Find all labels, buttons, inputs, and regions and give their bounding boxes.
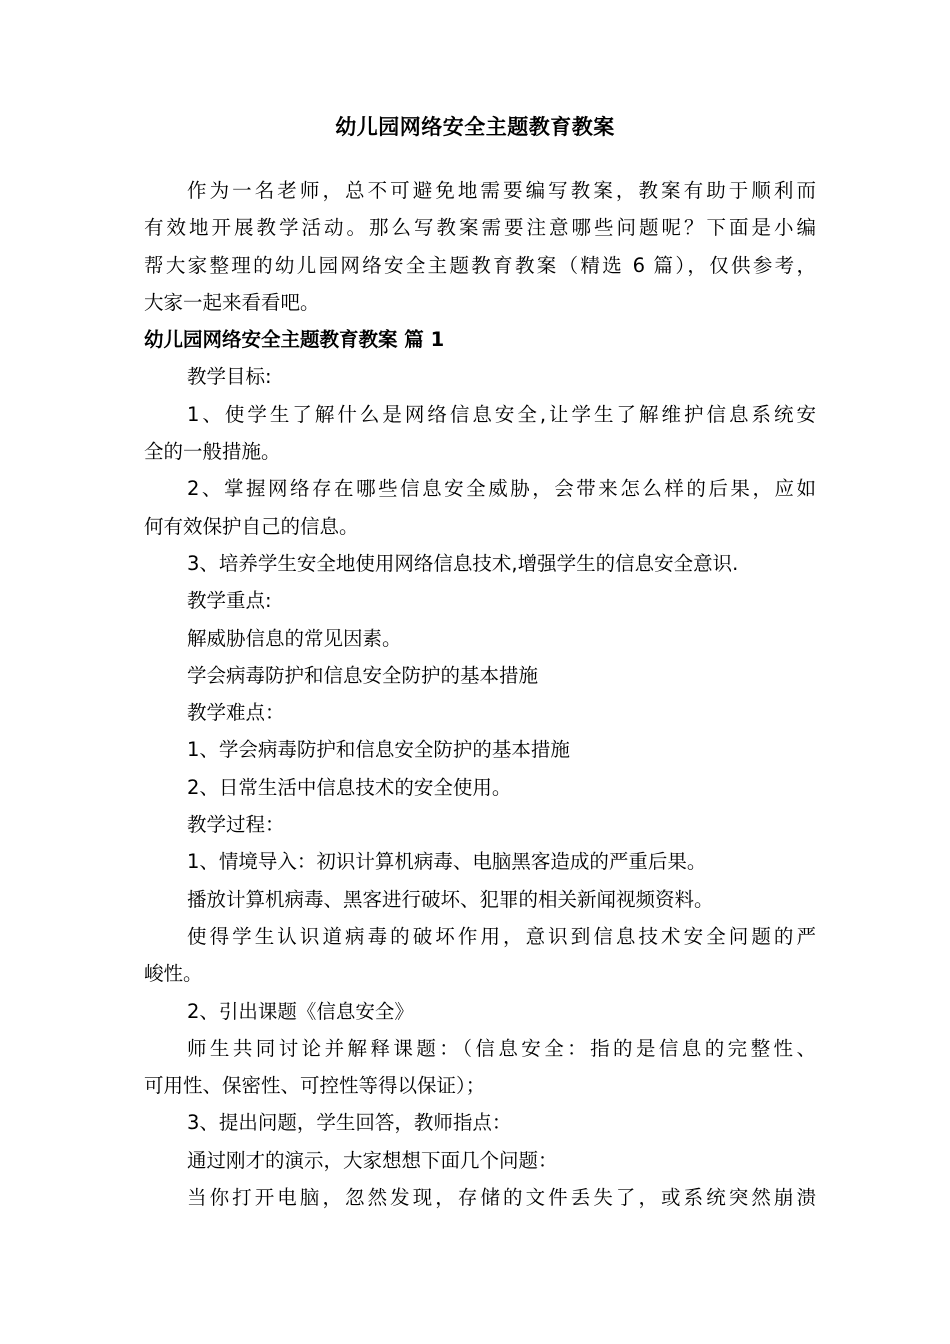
body-text-line: 全的一般措施。 xyxy=(144,440,281,464)
body-text-line: 师生共同讨论并解释课题：（信息安全：指的是信息的完整性、 xyxy=(187,1036,816,1060)
body-text-line: 2、日常生活中信息技术的安全使用。 xyxy=(187,775,512,799)
body-text-line: 教学目标: xyxy=(187,365,272,389)
body-text-line: 教学难点： xyxy=(187,701,285,725)
body-text-line: 1、学会病毒防护和信息安全防护的基本措施 xyxy=(187,738,570,762)
body-text-line: 2、引出课题《信息安全》 xyxy=(187,999,414,1023)
body-text-line: 播放计算机病毒、黑客进行破坏、犯罪的相关新闻视频资料。 xyxy=(187,887,714,911)
body-text-line: 2、掌握网络存在哪些信息安全威胁，会带来怎么样的后果，应如 xyxy=(187,477,816,501)
body-text-line: 帮大家整理的幼儿园网络安全主题教育教案（精选 6 篇），仅供参考， xyxy=(144,253,816,277)
body-text-line: 教学过程： xyxy=(187,813,285,837)
document-title: 幼儿园网络安全主题教育教案 xyxy=(335,115,615,139)
body-text-line: 通过刚才的演示，大家想想下面几个问题： xyxy=(187,1148,558,1172)
body-text-line: 3、提出问题，学生回答，教师指点： xyxy=(187,1111,512,1135)
body-text-line: 作为一名老师，总不可避免地需要编写教案，教案有助于顺利而 xyxy=(187,179,816,202)
body-text-line: 峻性。 xyxy=(144,962,203,986)
body-text-line: 何有效保护自己的信息。 xyxy=(144,514,359,538)
body-text-line: 可用性、保密性、可控性等得以保证）； xyxy=(144,1074,486,1098)
body-text-line: 1、使学生了解什么是网络信息安全,让学生了解维护信息系统安 xyxy=(187,402,816,426)
body-text-line: 有效地开展教学活动。那么写教案需要注意哪些问题呢？下面是小编 xyxy=(144,216,816,240)
body-text-line: 学会病毒防护和信息安全防护的基本措施 xyxy=(187,663,539,687)
body-text-line: 大家一起来看看吧。 xyxy=(144,290,320,314)
body-text-line: 教学重点: xyxy=(187,589,272,613)
body-text-line: 3、培养学生安全地使用网络信息技术,增强学生的信息安全意识. xyxy=(187,551,739,575)
body-text-line: 使得学生认识道病毒的破坏作用，意识到信息技术安全问题的严 xyxy=(187,924,816,948)
body-text-line: 1、情境导入：初识计算机病毒、电脑黑客造成的严重后果。 xyxy=(187,850,707,874)
body-text-line: 解威胁信息的常见因素。 xyxy=(187,626,402,650)
section-heading: 幼儿园网络安全主题教育教案 篇 1 xyxy=(144,328,445,352)
body-text-line: 当你打开电脑，忽然发现，存储的文件丢失了，或系统突然崩溃 xyxy=(187,1186,816,1210)
document-body xyxy=(144,172,816,1216)
